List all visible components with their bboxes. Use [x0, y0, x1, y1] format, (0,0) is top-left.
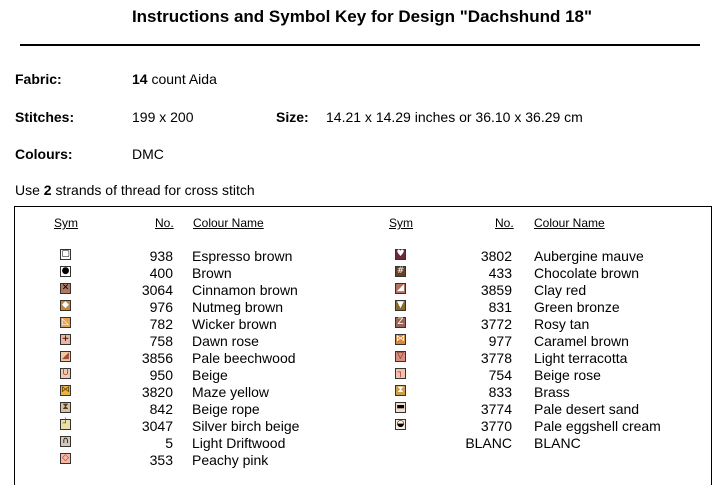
dmc-number: 3770: [480, 418, 512, 434]
strands-suffix: strands of thread for cross stitch: [51, 182, 255, 198]
colour-name: Aubergine mauve: [534, 248, 644, 264]
thread-symbol-icon: ⋈: [396, 334, 405, 344]
key-row: [15, 367, 711, 384]
page-title: Instructions and Symbol Key for Design "Dachshund 18": [131, 7, 593, 26]
left-no-header: No.: [155, 216, 174, 230]
colour-name: Pale beechwood: [192, 350, 296, 366]
colour-name: Beige rose: [534, 367, 601, 383]
dmc-number: 353: [149, 452, 173, 468]
key-row: [15, 248, 711, 265]
thread-symbol-icon: +: [61, 334, 70, 344]
colour-name: Wicker brown: [192, 316, 277, 332]
thread-symbol-icon: ⋈: [61, 385, 70, 395]
colour-name: Chocolate brown: [534, 265, 640, 281]
key-row: [15, 452, 711, 469]
dmc-number: 976: [149, 299, 173, 315]
key-row: [15, 384, 711, 401]
dmc-number: 3856: [141, 350, 173, 366]
key-row: [15, 316, 711, 333]
left-sym-header: Sym: [54, 216, 78, 230]
dmc-number: 3774: [480, 401, 512, 417]
thread-symbol-icon: U: [60, 368, 71, 379]
dmc-number: 3064: [141, 282, 173, 298]
key-row: [15, 435, 711, 452]
thread-symbol-icon: ✕: [61, 283, 70, 293]
thread-symbol-icon: [395, 436, 406, 447]
fabric-label: Fabric:: [15, 71, 62, 87]
dmc-number: 782: [149, 316, 173, 332]
colour-name: Pale desert sand: [534, 401, 640, 417]
colour-name: Beige: [192, 367, 228, 383]
dmc-number: 433: [488, 265, 512, 281]
colour-name: Silver birch beige: [192, 418, 300, 434]
dmc-number: 754: [488, 367, 512, 383]
colour-name: BLANC: [534, 435, 581, 451]
thread-symbol-icon: ●: [61, 266, 70, 276]
dmc-number: 3859: [480, 282, 512, 298]
key-row: [15, 282, 711, 299]
strands-prefix: Use: [15, 182, 44, 198]
right-no-header: No.: [495, 216, 514, 230]
thread-symbol-icon: ▬: [396, 402, 405, 412]
colour-name: Cinnamon brown: [192, 282, 298, 298]
thread-symbol-icon: ◒: [396, 419, 405, 429]
thread-symbol-icon: ▽: [395, 351, 406, 362]
dmc-number: 3778: [480, 350, 512, 366]
thread-symbol-icon: Z: [395, 317, 406, 328]
dmc-number: 938: [149, 248, 173, 264]
thread-symbol-icon: ⧗: [60, 402, 71, 413]
size-label: Size:: [276, 109, 309, 125]
thread-symbol-icon: ◇: [60, 453, 71, 464]
fabric-value: [132, 71, 217, 87]
colour-name: Dawn rose: [192, 333, 259, 349]
key-row: [15, 401, 711, 418]
thread-symbol-icon: ∩: [60, 436, 71, 447]
dmc-number: 400: [149, 265, 173, 281]
colour-name: Brown: [192, 265, 232, 281]
colour-name: Light Driftwood: [192, 435, 286, 451]
dmc-number: 950: [149, 367, 173, 383]
dmc-number: 758: [149, 333, 173, 349]
key-row: [15, 265, 711, 282]
thread-symbol-icon: ┘: [60, 419, 71, 430]
left-name-header: Colour Name: [193, 216, 264, 230]
colour-name: Green bronze: [534, 299, 620, 315]
key-row: [15, 418, 711, 435]
dmc-number: 833: [488, 384, 512, 400]
dmc-number: 3820: [141, 384, 173, 400]
dmc-number: 5: [165, 435, 173, 451]
right-name-header: Colour Name: [534, 216, 605, 230]
dmc-number: 3802: [480, 248, 512, 264]
title-divider: [20, 44, 700, 46]
stitches-value: 199 x 200: [132, 109, 194, 125]
thread-symbol-icon: ◢: [60, 351, 71, 362]
colour-name: Light terracotta: [534, 350, 628, 366]
key-row: [15, 299, 711, 316]
colour-name: Brass: [534, 384, 570, 400]
size-value: 14.21 x 14.29 inches or 36.10 x 36.29 cm: [326, 109, 583, 125]
colour-name: Beige rope: [192, 401, 260, 417]
dmc-number: 3047: [141, 418, 173, 434]
dmc-number: 3772: [480, 316, 512, 332]
colour-name: Espresso brown: [192, 248, 293, 264]
colour-name: Peachy pink: [192, 452, 269, 468]
thread-symbol-icon: #: [396, 266, 405, 276]
fabric-count: 14: [132, 71, 148, 87]
key-row: [15, 350, 711, 367]
thread-symbol-icon: ◆: [60, 300, 71, 311]
key-row: [15, 333, 711, 350]
thread-symbol-icon: ◢: [395, 283, 406, 294]
thread-symbol-icon: ▼: [395, 300, 406, 311]
dmc-number: 831: [488, 299, 512, 315]
dmc-number: 977: [488, 333, 512, 349]
thread-symbol-icon: ▢: [61, 249, 70, 259]
thread-symbol-icon: ♥: [396, 249, 405, 259]
colour-name: Pale eggshell cream: [534, 418, 661, 434]
colours-value: DMC: [132, 146, 164, 162]
colours-label: Colours:: [15, 146, 73, 162]
dmc-number: BLANC: [465, 435, 512, 451]
dmc-number: 842: [149, 401, 173, 417]
colour-name: Maze yellow: [192, 384, 270, 400]
colour-name: Clay red: [534, 282, 587, 298]
colour-name: Nutmeg brown: [192, 299, 284, 315]
colour-name: Caramel brown: [534, 333, 629, 349]
strands-instruction: [15, 182, 255, 198]
fabric-type: count Aida: [151, 71, 217, 87]
stitches-label: Stitches:: [15, 109, 75, 125]
symbol-key-table: [14, 206, 712, 485]
strands-count: 2: [43, 182, 52, 198]
right-sym-header: Sym: [389, 216, 413, 230]
thread-symbol-icon: ◺: [60, 317, 71, 328]
thread-symbol-icon: ┐: [395, 368, 406, 379]
colour-name: Rosy tan: [534, 316, 590, 332]
thread-symbol-icon: ⧗: [395, 385, 406, 396]
